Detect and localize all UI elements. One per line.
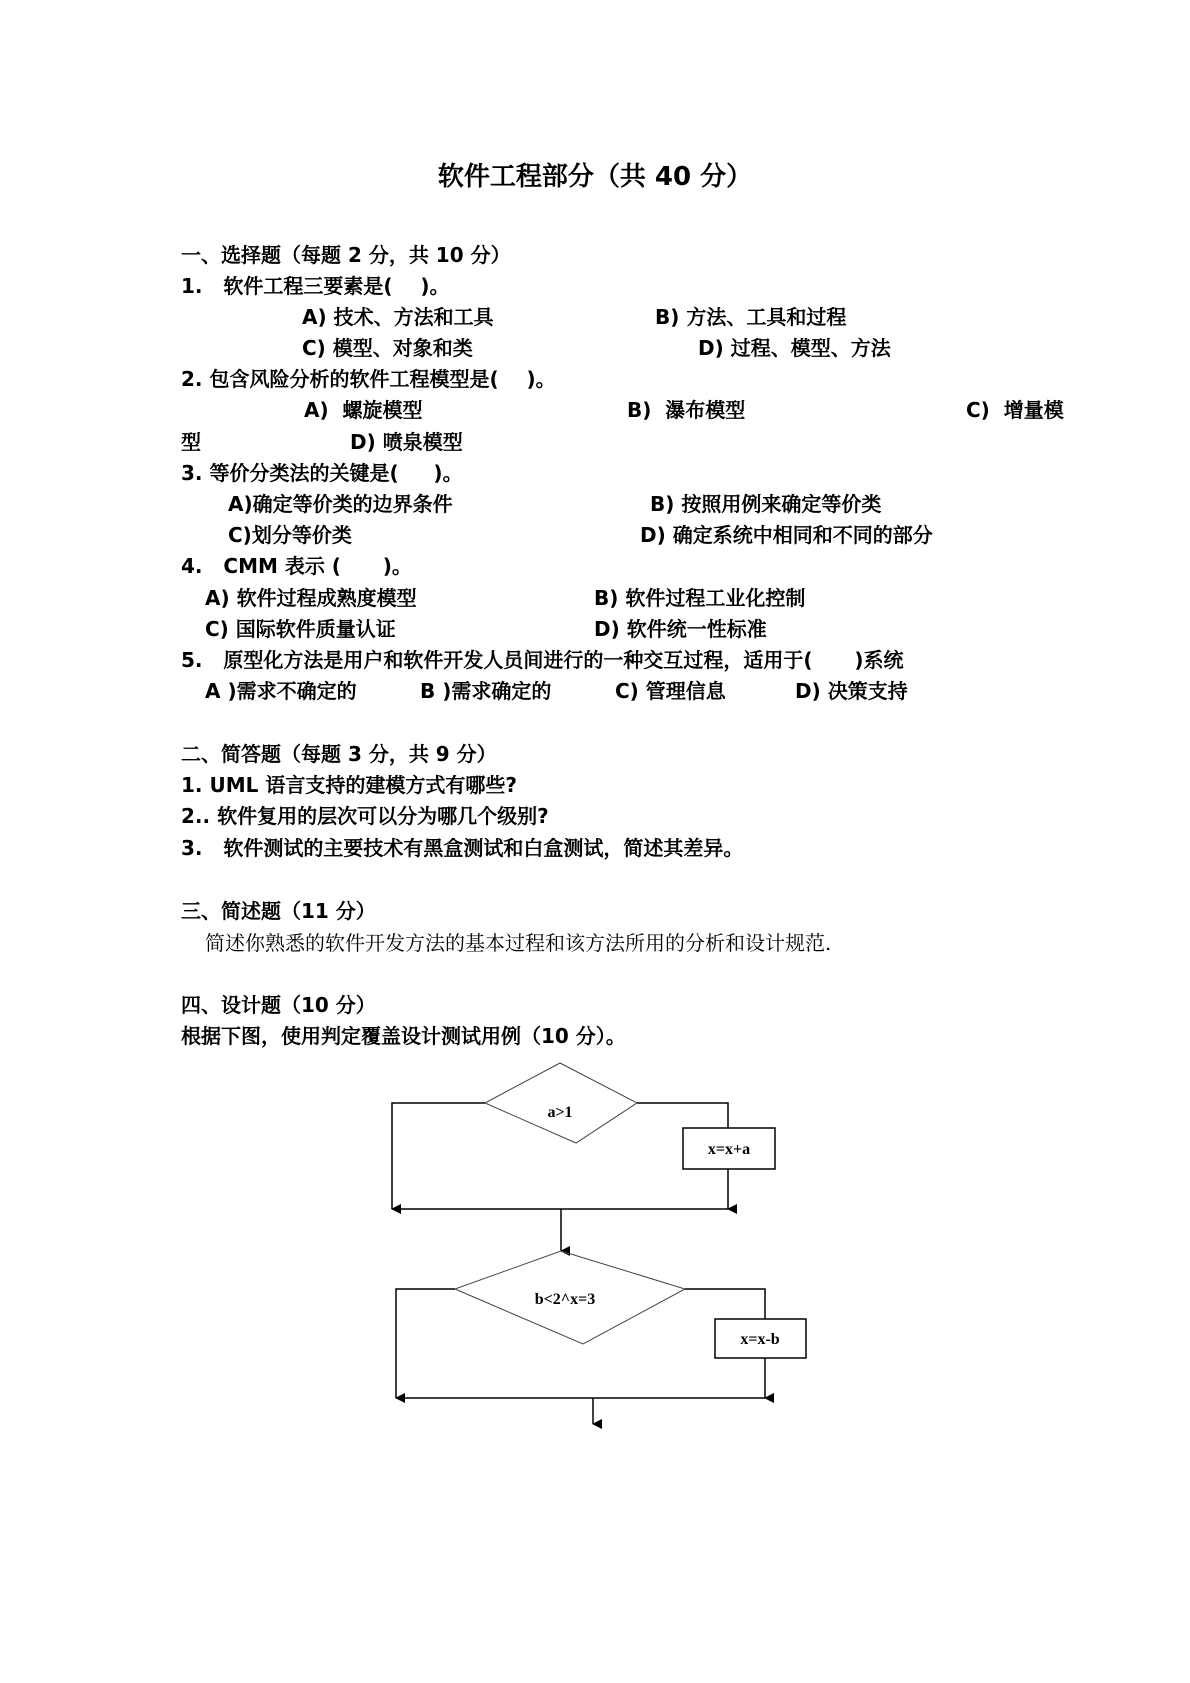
section3-text: 简述你熟悉的软件开发方法的基本过程和该方法所用的分析和设计规范. <box>205 931 832 955</box>
q2-text: 2. 包含风险分析的软件工程模型是( )。 <box>181 367 556 391</box>
cond2-label: b<2^x=3 <box>534 1291 596 1308</box>
q4-option-c: C) 国际软件质量认证 <box>205 617 396 641</box>
section2-item: 2.. 软件复用的层次可以分为哪几个级别? <box>181 804 549 828</box>
q1-option-b: B) 方法、工具和过程 <box>655 305 847 329</box>
q1-option-a: A) 技术、方法和工具 <box>302 305 494 329</box>
q1-option-d: D) 过程、模型、方法 <box>698 336 891 360</box>
section1-heading: 一、选择题（每题 2 分，共 10 分） <box>181 243 511 267</box>
page-title: 软件工程部分（共 40 分） <box>437 162 753 192</box>
flow-line <box>392 1103 485 1209</box>
section4-text: 根据下图，使用判定覆盖设计测试用例（10 分）。 <box>181 1024 626 1048</box>
q5-text: 5. 原型化方法是用户和软件开发人员间进行的一种交互过程，适用于( )系统 <box>181 648 904 672</box>
q4-option-a: A) 软件过程成熟度模型 <box>205 586 417 610</box>
q2-option-b: B) 瀑布模型 <box>627 398 746 422</box>
q1-option-c: C) 模型、对象和类 <box>302 336 473 360</box>
q5-option-c: C) 管理信息 <box>615 679 726 703</box>
section4-heading: 四、设计题（10 分） <box>181 993 376 1017</box>
q5-option-a: A )需求不确定的 <box>205 679 357 703</box>
section2-item: 3. 软件测试的主要技术有黑盒测试和白盒测试，简述其差异。 <box>181 836 744 860</box>
action2-label: x=x-b <box>740 1331 780 1348</box>
flow-line <box>637 1103 728 1128</box>
cond1-label: a>1 <box>547 1104 573 1121</box>
section2-heading: 二、简答题（每题 3 分，共 9 分） <box>181 742 497 766</box>
q3-option-d: D) 确定系统中相同和不同的部分 <box>640 523 933 547</box>
q2-option-c: C) 增量模 <box>966 398 1064 422</box>
q4-option-b: B) 软件过程工业化控制 <box>594 586 806 610</box>
q3-option-c: C)划分等价类 <box>228 523 352 547</box>
decision-diamond-1 <box>485 1063 637 1143</box>
q1-text: 1. 软件工程三要素是( )。 <box>181 274 450 298</box>
flow-line <box>685 1289 765 1319</box>
q4-text: 4. CMM 表示 ( )。 <box>181 554 412 578</box>
q3-text: 3. 等价分类法的关键是( )。 <box>181 461 463 485</box>
action1-label: x=x+a <box>707 1141 751 1158</box>
q2-option-d: D) 喷泉模型 <box>350 430 463 454</box>
q5-option-d: D) 决策支持 <box>795 679 908 703</box>
q2-option-a: A) 螺旋模型 <box>304 398 423 422</box>
q2-option-c-wrap: 型 <box>181 430 201 454</box>
q3-option-b: B) 按照用例来确定等价类 <box>650 492 882 516</box>
q5-option-b: B )需求确定的 <box>420 679 552 703</box>
flow-line <box>396 1289 455 1398</box>
section3-heading: 三、简述题（11 分） <box>181 899 376 923</box>
section2-item: 1. UML 语言支持的建模方式有哪些? <box>181 773 517 797</box>
q4-option-d: D) 软件统一性标准 <box>594 617 767 641</box>
q3-option-a: A)确定等价类的边界条件 <box>228 492 453 516</box>
